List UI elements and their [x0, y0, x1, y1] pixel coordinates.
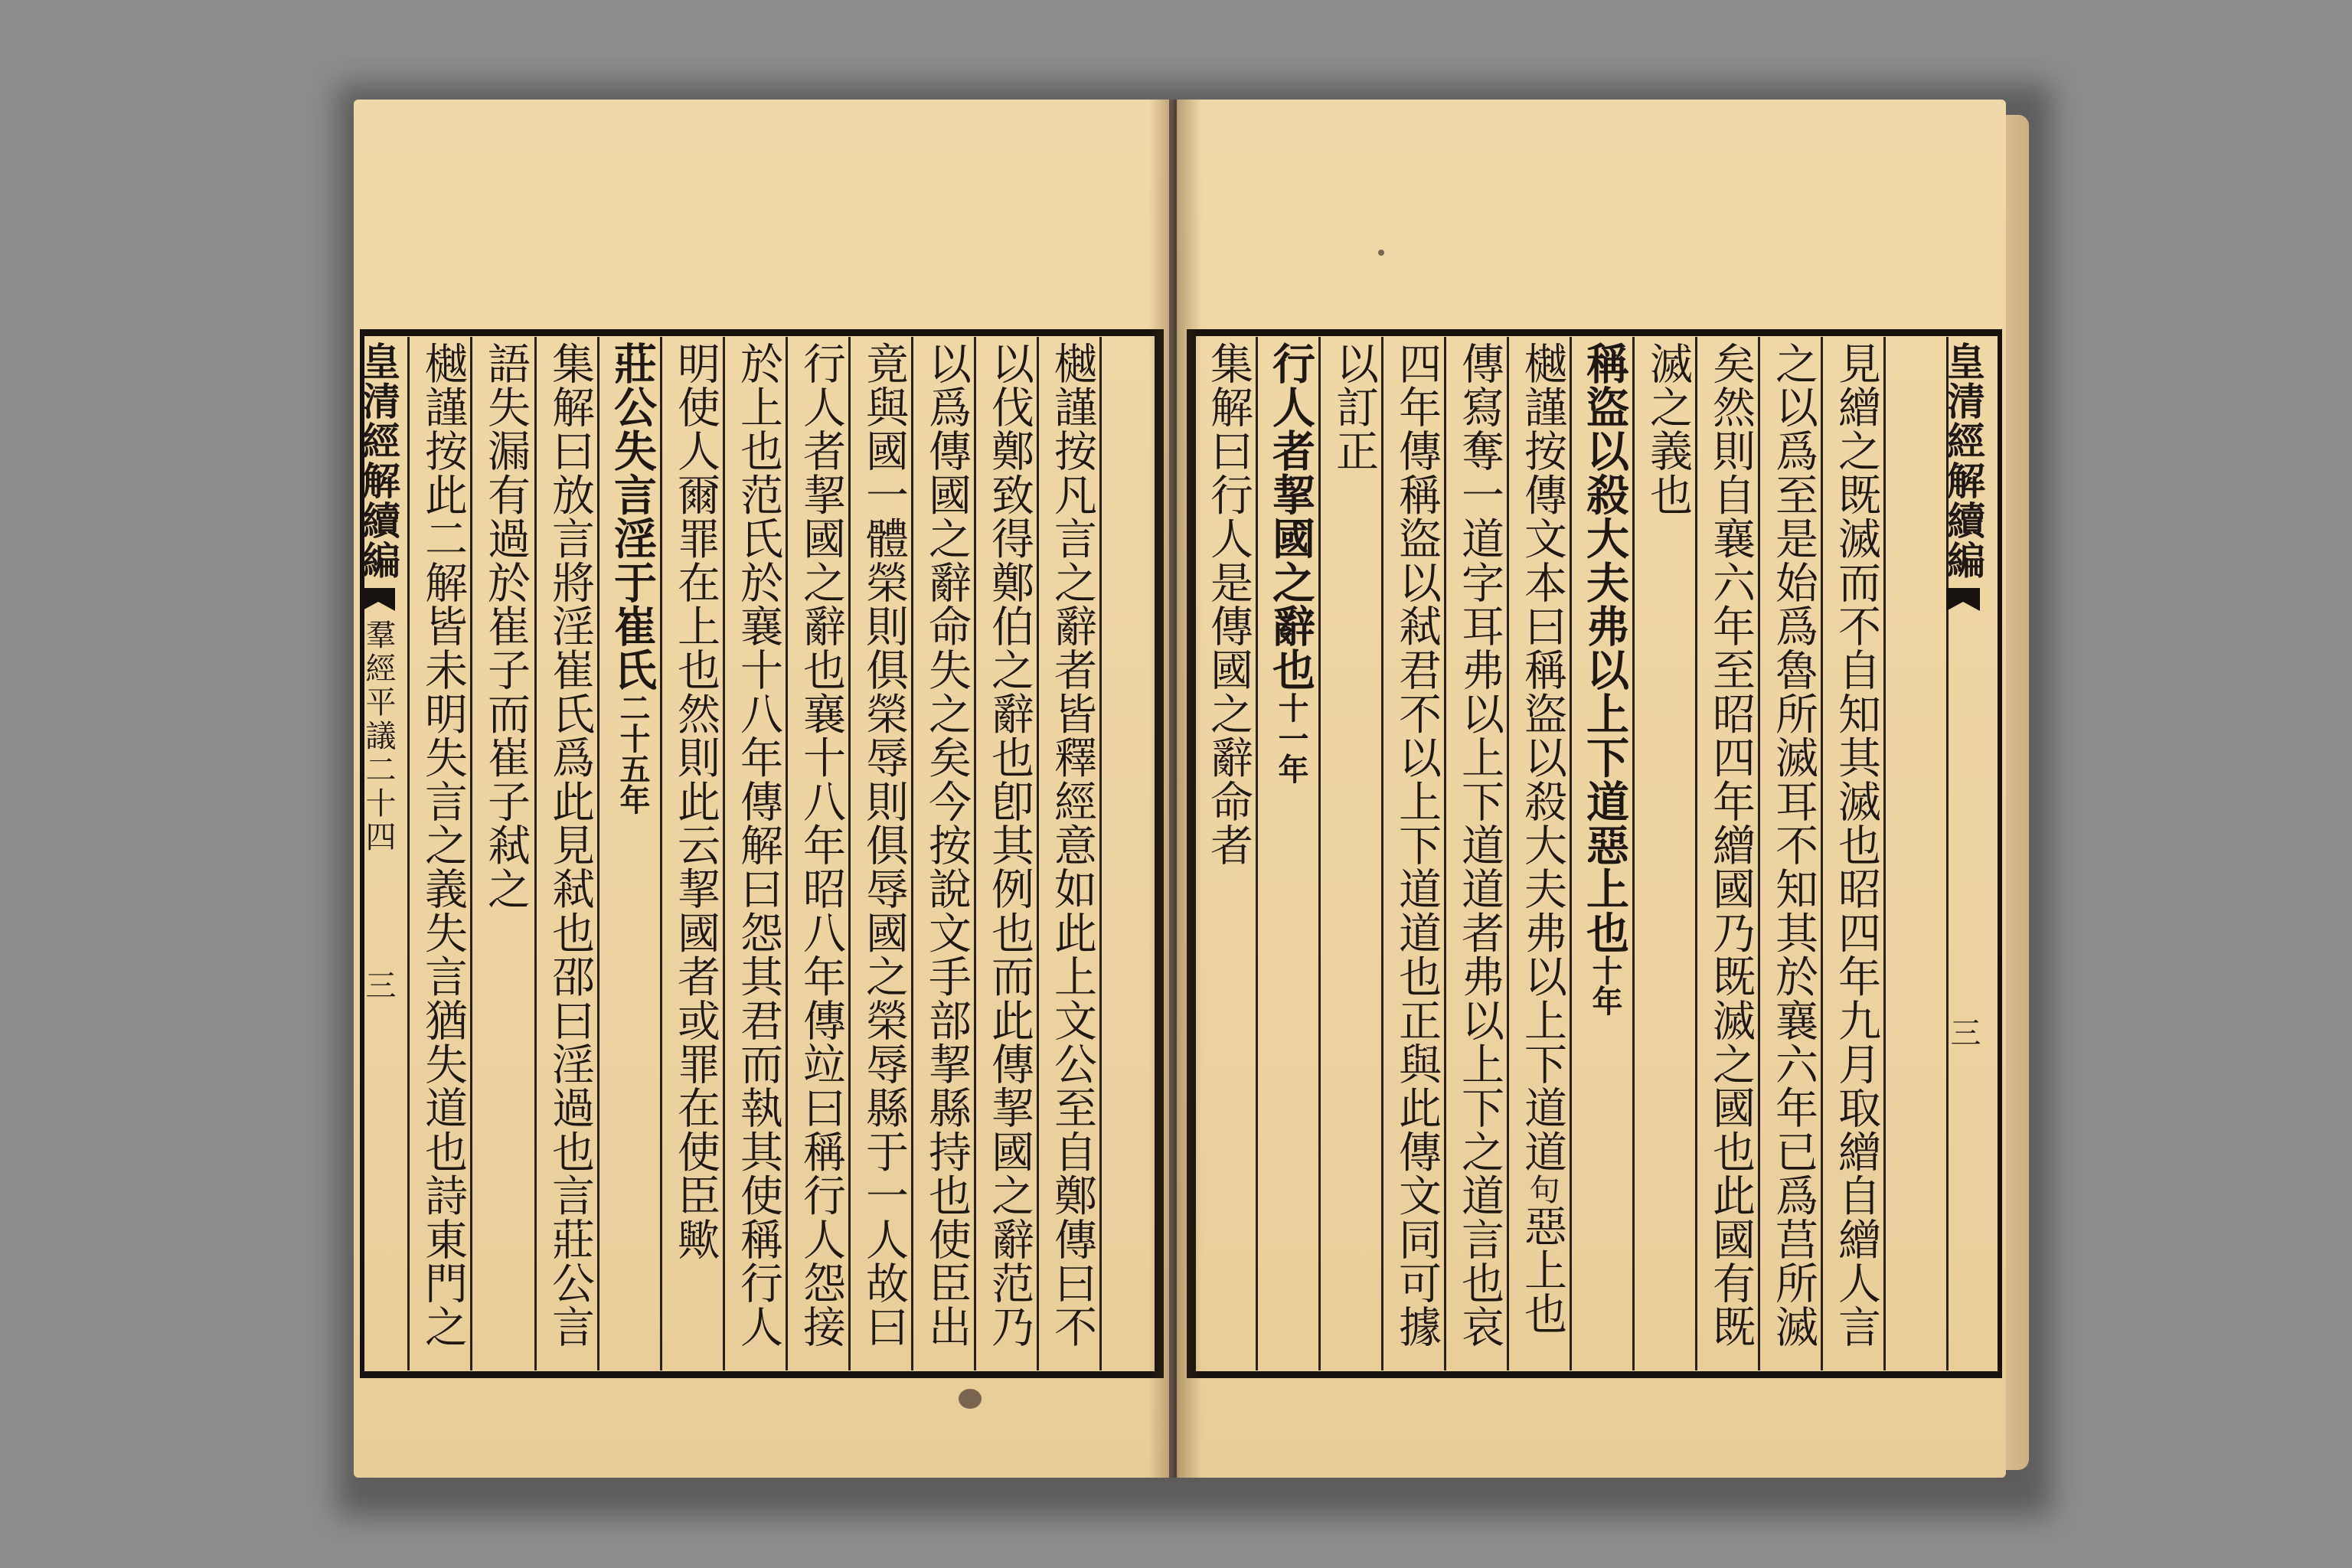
column-rule [1758, 337, 1760, 1370]
paper-stain [959, 1389, 982, 1409]
column-rule [1695, 337, 1697, 1370]
text-column: 語失漏有過於崔子而崔子弒之 [481, 341, 531, 911]
column-rule [1256, 337, 1258, 1370]
paper-speck [1378, 250, 1384, 256]
year-note: 十一年 [1273, 691, 1309, 784]
text-column-heading [1262, 341, 1315, 1367]
text-column: 集解曰行人是傳國之辭命者 [1204, 341, 1253, 867]
text-column: 滅之義也 [1643, 341, 1693, 517]
heading-text: 稱盜以殺大夫弗以上下道惡上也 [1579, 341, 1630, 955]
column-rule [1883, 337, 1886, 1370]
heading-text: 莊公失言淫于崔氏 [607, 341, 658, 692]
column-rule [534, 337, 537, 1370]
text-column: 傳寫奪一道字耳弗以上下道道者弗以上下之道言也哀 [1455, 341, 1504, 1349]
column-rule [597, 337, 599, 1370]
year-note: 二十五年 [615, 691, 651, 815]
right-center-block [1941, 341, 1991, 1367]
column-rule [660, 337, 662, 1370]
text-column: 樾謹按凡言之辭者皆釋經意如此上文公至自鄭傳曰不 [1047, 341, 1097, 1349]
column-rule [1444, 337, 1446, 1370]
year-note: 十年 [1587, 954, 1623, 1016]
column-rule [911, 337, 913, 1370]
column-rule [1507, 337, 1509, 1370]
punctuation-note: 句 [1524, 1173, 1560, 1204]
center-title: 皇清經解續編 [1941, 341, 1986, 580]
text-column: 以訂正 [1329, 341, 1379, 473]
text-column [1513, 341, 1566, 1367]
column-rule [1318, 337, 1321, 1370]
folio-number: 三 [361, 969, 396, 1000]
text-column: 之以爲至是始爲魯所滅耳不知其於襄六年已爲莒所滅 [1769, 341, 1818, 1349]
column-rule [1099, 337, 1102, 1370]
text-column: 以爲傳國之辭命失之矣今按說文手部挈縣持也使臣出 [922, 341, 972, 1349]
column-rule [470, 337, 472, 1370]
column-rule [723, 337, 725, 1370]
column-rule [848, 337, 851, 1370]
column-rule [974, 337, 976, 1370]
fishtail-mark [361, 588, 395, 611]
column-rule [1570, 337, 1572, 1370]
column-text: 樾謹按傳文本曰稱盜以殺大夫弗以上下道道 [1517, 341, 1567, 1174]
left-center-block [356, 341, 406, 1367]
column-rule [1037, 337, 1039, 1370]
column-rule [786, 337, 788, 1370]
text-column: 明使人爾罪在上也然則此云挈國者或罪在使臣歟 [671, 341, 720, 1262]
text-column: 行人者挈國之辭也襄十八年昭八年傳竝曰稱行人怨接 [796, 341, 846, 1349]
column-rule [1821, 337, 1823, 1370]
text-column-heading [1576, 341, 1629, 1367]
column-rule [1632, 337, 1635, 1370]
folio-number: 三 [1945, 1017, 1981, 1047]
center-title: 皇清經解續編 [356, 341, 401, 580]
text-column: 集解曰放言將淫崔氏爲此見弒也邵曰淫過也言莊公言 [545, 341, 595, 1349]
text-column: 矣然則自襄六年至昭四年繒國乃既滅之國也此國有既 [1706, 341, 1756, 1349]
column-rule [407, 337, 410, 1370]
heading-text: 行人者挈國之辭也 [1266, 341, 1316, 692]
text-column: 樾謹按此二解皆未明失言之義失言猶失道也詩東門之 [418, 341, 468, 1349]
text-column: 竟與國一體榮則俱榮辱則俱辱國之榮辱縣于一人故曰 [859, 341, 909, 1349]
text-column: 四年傳稱盜以弒君不以上下道道也正與此傳文同可據 [1392, 341, 1442, 1349]
text-column-heading [603, 341, 657, 1367]
center-subtitle: 羣經平議二十四 [361, 619, 396, 854]
fishtail-mark [1946, 588, 1980, 611]
column-text-tail: 惡上也 [1517, 1204, 1567, 1336]
text-column: 以伐鄭致得鄭伯之辭也卽其例也而此傳挈國之辭范乃 [985, 341, 1034, 1349]
text-column: 於上也范氏於襄十八年傳解曰怨其君而執其使稱行人 [733, 341, 783, 1349]
text-column: 見繒之既滅而不自知其滅也昭四年九月取繒自繒人言 [1831, 341, 1881, 1349]
column-rule [1381, 337, 1383, 1370]
